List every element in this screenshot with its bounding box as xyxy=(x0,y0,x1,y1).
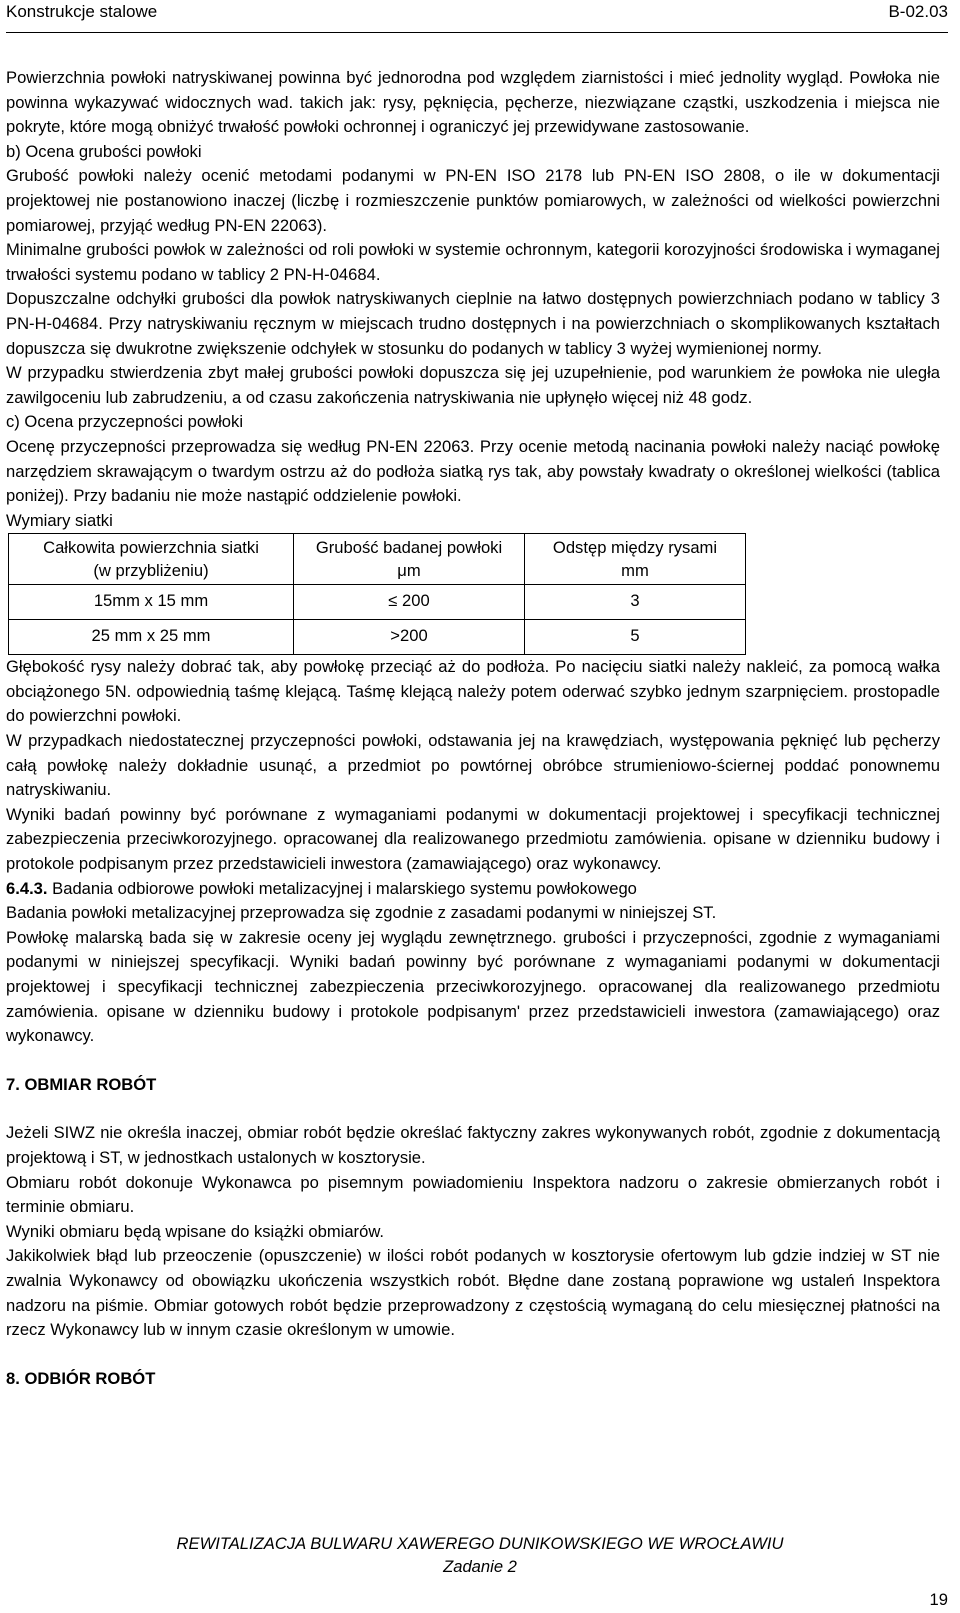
table-cell: 25 mm x 25 mm xyxy=(9,620,294,655)
header-code: B-02.03 xyxy=(888,2,948,21)
spacer xyxy=(6,1097,940,1121)
table-cell: 3 xyxy=(525,585,746,620)
header-line: Grubość badanej powłoki xyxy=(315,538,503,558)
header-line: Odstęp między rysami xyxy=(552,538,718,558)
subsection-heading: b) Ocena grubości powłoki xyxy=(6,141,202,161)
paragraph: W przypadkach niedostatecznej przyczepności powłoki, odstawania jej na krawędziach, występowania pęknięć lub pęcherzy całą powłokę należy dokładnie usunąć, a przedmiot po powtórnej obróbce strumieniowo-ściernej poddać ponownemu natryskiwaniu. xyxy=(6,731,940,800)
section-heading-6-4-3 xyxy=(6,877,940,902)
paragraph: Obmiaru robót dokonuje Wykonawca po pisemnym powiadomieniu Inspektora nadzoru o zakresie obmierzanych robót i terminie obmiaru. xyxy=(6,1172,940,1217)
table-caption: Wymiary siatki xyxy=(6,510,113,530)
spacer xyxy=(6,1343,940,1367)
table-header-row xyxy=(9,534,746,585)
paragraph: Ocenę przyczepności przeprowadza się według PN-EN 22063. Przy ocenie metodą nacinania powłoki należy naciąć powłokę narzędziem skrawającym o twardym ostrzu aż do podłoża siatką rys tak, aby powstały kwadraty o określonej wielkości (tablica poniżej). Przy badaniu nie może nastąpić oddzielenie powłoki. xyxy=(6,436,940,506)
table-header-cell xyxy=(525,534,746,585)
header-line: μm xyxy=(397,561,421,581)
footer-task: Zadanie 2 xyxy=(443,1557,517,1576)
section-number: 6.4.3. xyxy=(6,878,48,898)
table-row xyxy=(9,620,746,655)
page-number: 19 xyxy=(929,1590,948,1609)
header-line: Całkowita powierzchnia siatki xyxy=(43,538,259,558)
table-cell: ≤ 200 xyxy=(294,585,525,620)
page-content xyxy=(6,66,940,1391)
paragraph: Wyniki badań powinny być porównane z wymaganiami podanymi w dokumentacji projektowej i specyfikacji technicznej zabezpieczenia przeciwkorozyjnego. opracowanej dla realizowanego przedmiotu zamówienia. opisane w dzienniku budowy i protokole podpisanym przez przedstawicieli inwestora (zamawiającego) oraz wykonawcy. xyxy=(6,804,940,874)
header-line: (w przybliżeniu) xyxy=(93,561,209,581)
paragraph: Badania powłoki metalizacyjnej przeprowadza się zgodnie z zasadami podanymi w niniejszej ST. xyxy=(6,903,717,923)
heading-odbior-robot: 8. ODBIÓR ROBÓT xyxy=(6,1368,156,1388)
paragraph: Dopuszczalne odchyłki grubości dla powłok natryskiwanych cieplnie na łatwo dostępnych powierzchniach podano w tablicy 3 PN-H-04684. Przy natryskiwaniu ręcznym w miejscach trudno dostępnych i na powierzchniach o skomplikowanych kształtach dopuszcza się dwukrotne zwiększenie odchyłek w stosunku do podanych w tablicy 3 wyżej wymienionej normy. xyxy=(6,289,940,358)
paragraph: Wyniki obmiaru będą wpisane do książki obmiarów. xyxy=(6,1221,384,1241)
paragraph: Jeżeli SIWZ nie określa inaczej, obmiar robót będzie określać faktyczny zakres wykonywanych robót, zgodnie z dokumentacją projektową i ST, w jednostkach ustalonych w kosztorysie. xyxy=(6,1123,940,1167)
page-footer xyxy=(0,1532,960,1578)
heading-obmiar-robot: 7. OBMIAR ROBÓT xyxy=(6,1074,157,1094)
paragraph: Minimalne grubości powłok w zależności od roli powłoki w systemie ochronnym, kategorii korozyjności środowiska i wymaganej trwałości systemu podano w tablicy 2 PN-H-04684. xyxy=(6,240,940,284)
footer-project-title: REWITALIZACJA BULWARU XAWEREGO DUNIKOWSKIEGO WE WROCŁAWIU xyxy=(176,1534,784,1553)
paragraph: Jakikolwiek błąd lub przeoczenie (opuszczenie) w ilości robót podanych w kosztorysie ofertowym lub gdzie indziej w ST nie zwalnia Wykonawcy od obowiązku ukończenia wszystkich robót. Błędne dane zostaną poprawione wg ustaleń Inspektora nadzoru na piśmie. Obmiar gotowych robót będzie przeprowadzony z częstością wymaganą do celu miesięcznej płatności na rzecz Wykonawcy lub w innym czasie określonym w umowie. xyxy=(6,1246,940,1340)
header-title: Konstrukcje stalowe xyxy=(6,2,158,21)
table-cell: 15mm x 15 mm xyxy=(9,585,294,620)
section-title: Badania odbiorowe powłoki metalizacyjnej i malarskiego systemu powłokowego xyxy=(47,878,637,898)
table-cell: 5 xyxy=(525,620,746,655)
table-row xyxy=(9,585,746,620)
paragraph: Powłokę malarską bada się w zakresie oceny jej wyglądu zewnętrznego. grubości i przyczepności, zgodnie z wymaganiami podanymi w niniejszej specyfikacji. Wyniki badań powinny być porównane z wymaganiami podanymi w dokumentacji projektowej i specyfikacji technicznej zabezpieczenia przeciwkorozyjnego. opracowanej dla realizowanego przedmiotu zamówienia. opisane w dzienniku budowy i protokole podpisanym' przez przedstawicieli inwestora (zamawiającego) oraz wykonawcy. xyxy=(6,927,940,1046)
table-cell: >200 xyxy=(294,620,525,655)
paragraph: Powierzchnia powłoki natryskiwanej powinna być jednorodna pod względem ziarnistości i mieć jednolity wygląd. Powłoka nie powinna wykazywać widocznych wad. takich jak: rysy, pęknięcia, pęcherze, niezwiązane cząstki, uszkodzenia i miejsca nie pokryte, które mogą obniżyć trwałość powłoki ochronnej i ograniczyć jej przewidywane zastosowanie. xyxy=(6,68,940,137)
paragraph: Grubość powłoki należy ocenić metodami podanymi w PN-EN ISO 2178 lub PN-EN ISO 2808, o ile w dokumentacji projektowej nie postanowiono inaczej (liczbę i rozmieszczenie punktów pomiarowych, w zależności od wielkości powierzchni pomiarowej, przyjąć według PN-EN 22063). xyxy=(6,166,940,235)
paragraph: Głębokość rysy należy dobrać tak, aby powłokę przeciąć aż do podłoża. Po nacięciu siatki należy nakleić, za pomocą wałka obciążonego 5N. odpowiednią taśmę klejącą. Taśmę klejącą należy potem oderwać szybko jednym szarpnięciem. prostopadle do powierzchni powłoki. xyxy=(6,657,940,726)
page-header xyxy=(6,0,948,33)
paragraph: W przypadku stwierdzenia zbyt małej grubości powłoki dopuszcza się jej uzupełnienie, pod warunkiem że powłoka nie uległa zawilgoceniu lub zabrudzeniu, a od czasu zakończenia natryskiwania nie upłynęło więcej niż 48 godz. xyxy=(6,363,940,407)
grid-dimensions-table xyxy=(8,533,746,655)
subsection-heading: c) Ocena przyczepności powłoki xyxy=(6,412,244,432)
table-header-cell xyxy=(294,534,525,585)
spacer xyxy=(6,1049,940,1073)
table-header-cell xyxy=(9,534,294,585)
header-line: mm xyxy=(621,561,649,581)
